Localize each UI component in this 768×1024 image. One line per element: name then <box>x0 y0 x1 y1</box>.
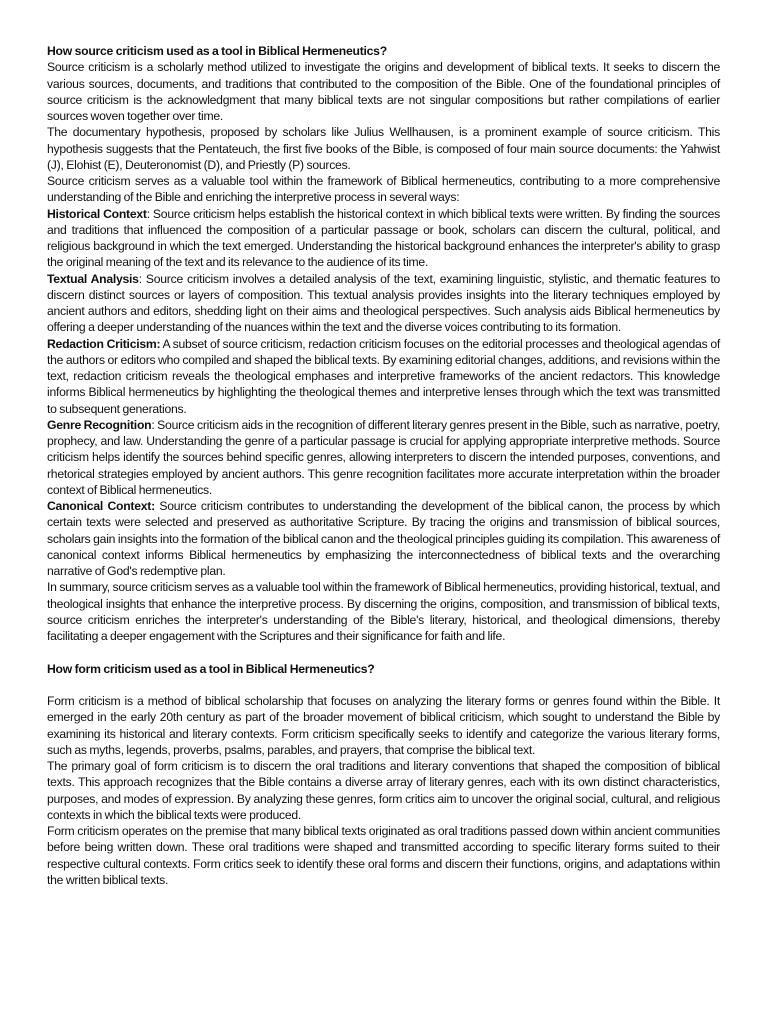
point-text: : Source criticism aids in the recognition of different literary genres present in the Bible, such as narrative, poetry, prophecy, and law. Understanding the genre of a particular passage is crucial for applying appropriate interpretive methods. Source criticism helps identify the sources behind specific genres, allowing interpreters to discern the intended purposes, conventions, and rhetorical strategies employed by ancient authors. This genre recognition facilitates more accurate interpretation within the broader context of Biblical hermeneutics. <box>47 417 720 497</box>
section-heading-source-criticism: How source criticism used as a tool in Biblical Hermeneutics? <box>47 44 387 58</box>
term-label: Historical Context <box>47 206 147 221</box>
paragraph-lead: Source criticism serves as a valuable tool within the framework of Biblical hermeneutics, contributing to a more comprehensive understanding of the Bible and enriching the interpretive process in several ways: <box>47 174 720 205</box>
point-textual-analysis <box>47 271 720 336</box>
point-canonical-context <box>47 498 720 579</box>
point-genre-recognition <box>47 417 720 498</box>
paragraph-form-2: The primary goal of form criticism is to discern the oral traditions and literary conventions that shaped the composition of biblical texts. This approach recognizes that the Bible contains a diverse array of literary genres, each with its own distinct characteristics, purposes, and modes of expression. By analyzing these genres, form critics aim to uncover the original social, cultural, and religious contexts in which the biblical texts were produced. <box>47 759 720 822</box>
paragraph-intro: Source criticism is a scholarly method utilized to investigate the origins and development of biblical texts. It seeks to discern the various sources, documents, and traditions that contributed to the composition of the Bible. One of the foundational principles of source criticism is the acknowledgment that many biblical texts are not singular compositions but rather compilations of earlier sources woven together over time. <box>47 60 720 123</box>
section-heading-form-criticism: How form criticism used as a tool in Biblical Hermeneutics? <box>47 661 375 676</box>
paragraph-summary: In summary, source criticism serves as a valuable tool within the framework of Biblical hermeneutics, providing historical, textual, and theological insights that enhance the interpretive process. By discerning the origins, composition, and transmission of biblical texts, source criticism enriches the interpreter's understanding of the Bible's literary, historical, and theological dimensions, thereby facilitating a deeper engagement with the Scriptures and their significance for faith and life. <box>47 580 720 643</box>
point-text: A subset of source criticism, redaction criticism focuses on the editorial processes and theological agendas of the authors or editors who compiled and shaped the biblical texts. By examining editorial changes, additions, and revisions within the text, redaction criticism reveals the theological emphases and interpretive frameworks of the ancient redactors. This knowledge informs Biblical hermeneutics by highlighting the theological themes and interpretive lenses through which the text was transmitted to subsequent generations. <box>47 336 721 416</box>
spacer <box>47 644 720 660</box>
point-historical-context <box>47 206 720 271</box>
term-label: Canonical Context: <box>47 499 155 513</box>
point-redaction-criticism <box>47 336 720 417</box>
paragraph-form-3: Form criticism operates on the premise that many biblical texts originated as oral traditions passed down within ancient communities before being written down. These oral traditions were shaped and transmitted according to specific literary forms suited to their respective cultural contexts. Form critics seek to identify these oral forms and discern their functions, origins, and adaptations within the written biblical texts. <box>47 824 720 887</box>
point-text: Source criticism contributes to understanding the development of the biblical canon, the process by which certain texts were selected and preserved as authoritative Scripture. By tracing the origins and transmission of biblical sources, scholars gain insights into the formation of the biblical canon and the theological principles guiding its compilation. This awareness of canonical context informs Biblical hermeneutics by emphasizing the interconnectedness of biblical texts and the overarching narrative of God's redemptive plan. <box>47 499 720 578</box>
paragraph-documentary-hypothesis: The documentary hypothesis, proposed by scholars like Julius Wellhausen, is a prominent example of source criticism. This hypothesis suggests that the Pentateuch, the first five books of the Bible, is composed of four main source documents: the Yahwist (J), Elohist (E), Deuteronomist (D), and Priestly (P) sources. <box>47 125 720 172</box>
spacer <box>47 677 720 693</box>
term-label: Redaction Criticism: <box>47 336 161 351</box>
term-label: Genre Recognition <box>47 417 152 432</box>
document-page <box>47 43 720 888</box>
paragraph-form-1: Form criticism is a method of biblical scholarship that focuses on analyzing the literary forms or genres found within the Bible. It emerged in the early 20th century as part of the broader movement of biblical criticism, which sought to understand the Bible by examining its historical and literary contexts. Form criticism specifically seeks to identify and categorize the various literary forms, such as myths, legends, proverbs, psalms, parables, and prayers, that comprise the biblical text. <box>47 694 720 757</box>
term-label: Textual Analysis <box>47 271 139 286</box>
point-text: : Source criticism involves a detailed analysis of the text, examining linguistic, stylistic, and thematic features to discern distinct sources or layers of composition. This textual analysis provides insights into the literary techniques employed by ancient authors and editors, shedding light on their aims and theological perspectives. Such analysis aids Biblical hermeneutics by offering a deeper understanding of the nuances within the text and the diverse voices contributing to its formation. <box>47 271 720 335</box>
point-text: : Source criticism helps establish the historical context in which biblical texts were written. By finding the sources and traditions that influenced the composition of a particular passage or book, scholars can discern the cultural, political, and religious background in which the text emerged. Understanding the historical background enhances the interpreter's ability to grasp the original meaning of the text and its relevance to the audience of its time. <box>47 206 720 270</box>
